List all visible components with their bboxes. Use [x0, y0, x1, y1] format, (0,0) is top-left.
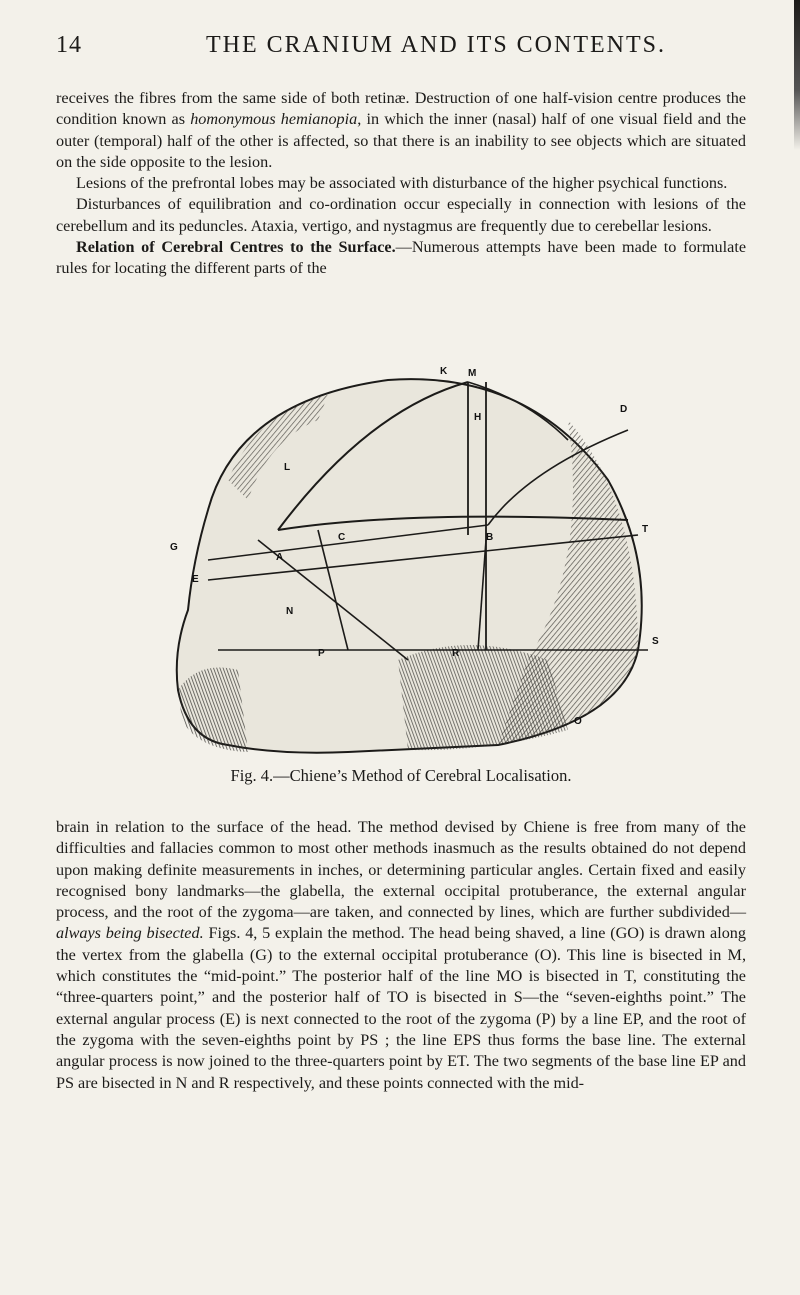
- figure-skull-illustration: [168, 360, 658, 760]
- label-t: T: [642, 524, 649, 535]
- label-m: M: [468, 368, 477, 379]
- section-heading: Relation of Cerebral Centres to the Surface.: [76, 238, 396, 257]
- label-o: O: [574, 716, 582, 727]
- face-shading: [178, 668, 248, 753]
- label-n: N: [286, 606, 294, 617]
- paragraph-relation: [56, 237, 746, 280]
- label-p: P: [318, 648, 325, 659]
- text-segment: , in which the inner (nasal) half of one visual field and the outer (temporal) half of the other is affected, so that there is an inability to see objects which are situated on the side opposite to the lesion.: [56, 110, 747, 171]
- text-segment: Figs. 4, 5 explain the method. The head being shaved, a line (GO) is drawn along the vertex from the glabella (G) to the external occipital protuberance (O). This line is bisected in M, which constitutes the “mid-point.” The posterior half of the line MO is bisected in T, constituting the “three-quarters point,” and the posterior half of TO is bisected in S—the “seven-eighths point.” The external angular process (E) is next connected to the root of the zygoma (P) by a line EP, and the root of the zygoma with the seven-eighths point by PS ; the line EPS thus forms the base line. The external angular process is now joined to the three-quarters point by ET. The two segments of the base line EP and PS are bisected in N and R respectively, and these points connected with the mid-: [56, 924, 746, 1092]
- italic-text-segment: always being bisected.: [56, 924, 204, 943]
- text-block-bottom: [56, 817, 746, 1094]
- figure-caption: Fig. 4.—Chiene’s Method of Cerebral Localisation.: [230, 766, 572, 785]
- running-title: THE CRANIUM AND ITS CONTENTS.: [206, 32, 666, 58]
- paragraph-hemianopia: [56, 88, 746, 173]
- label-k: K: [440, 366, 448, 377]
- label-r: R: [452, 648, 460, 659]
- label-e: E: [192, 574, 199, 585]
- label-a: A: [276, 552, 284, 563]
- italic-text-segment: homonymous hemianopia: [190, 110, 358, 129]
- label-g: G: [170, 542, 178, 553]
- text-block-top: [56, 88, 746, 280]
- label-l: L: [284, 462, 291, 473]
- ear-region-shading: [398, 645, 568, 750]
- text-segment: receives the fibres from the same side of both retinæ. Destruction of one half-vision centre produces the condition known as: [56, 89, 746, 129]
- page-edge-mark: [794, 0, 800, 150]
- label-b: B: [486, 532, 494, 543]
- skull-diagram: [168, 360, 658, 760]
- label-c: C: [338, 532, 346, 543]
- label-d: D: [620, 404, 628, 415]
- paragraph-equilibration: Disturbances of equilibration and co-ordination occur especially in connection with lesions of the cerebellum and its peduncles. Ataxia, vertigo, and nystagmus are frequently due to cerebellar lesions.: [56, 195, 746, 235]
- paragraph-prefrontal: Lesions of the prefrontal lobes may be associated with disturbance of the higher psychical functions.: [76, 174, 728, 193]
- label-h: H: [474, 412, 482, 423]
- page-number: 14: [56, 32, 82, 58]
- running-header: [56, 26, 756, 66]
- label-s: S: [652, 636, 659, 647]
- text-segment: brain in relation to the surface of the head. The method devised by Chiene is free from many of the difficulties and fallacies common to most other methods inasmuch as the results obtained do not depend upon making definite measurements in inches, or determining particular angles. Certain fixed and easily recognised bony landmarks—the glabella, the external occipital protuberance, the external angular process, and the root of the zygoma—are taken, and connected by lines, which are further subdivided—: [56, 818, 746, 922]
- section-heading-text: —Numerous attempts have been made to formulate rules for locating the different parts of the: [56, 238, 746, 278]
- paragraph-chiene-method: [56, 817, 746, 1094]
